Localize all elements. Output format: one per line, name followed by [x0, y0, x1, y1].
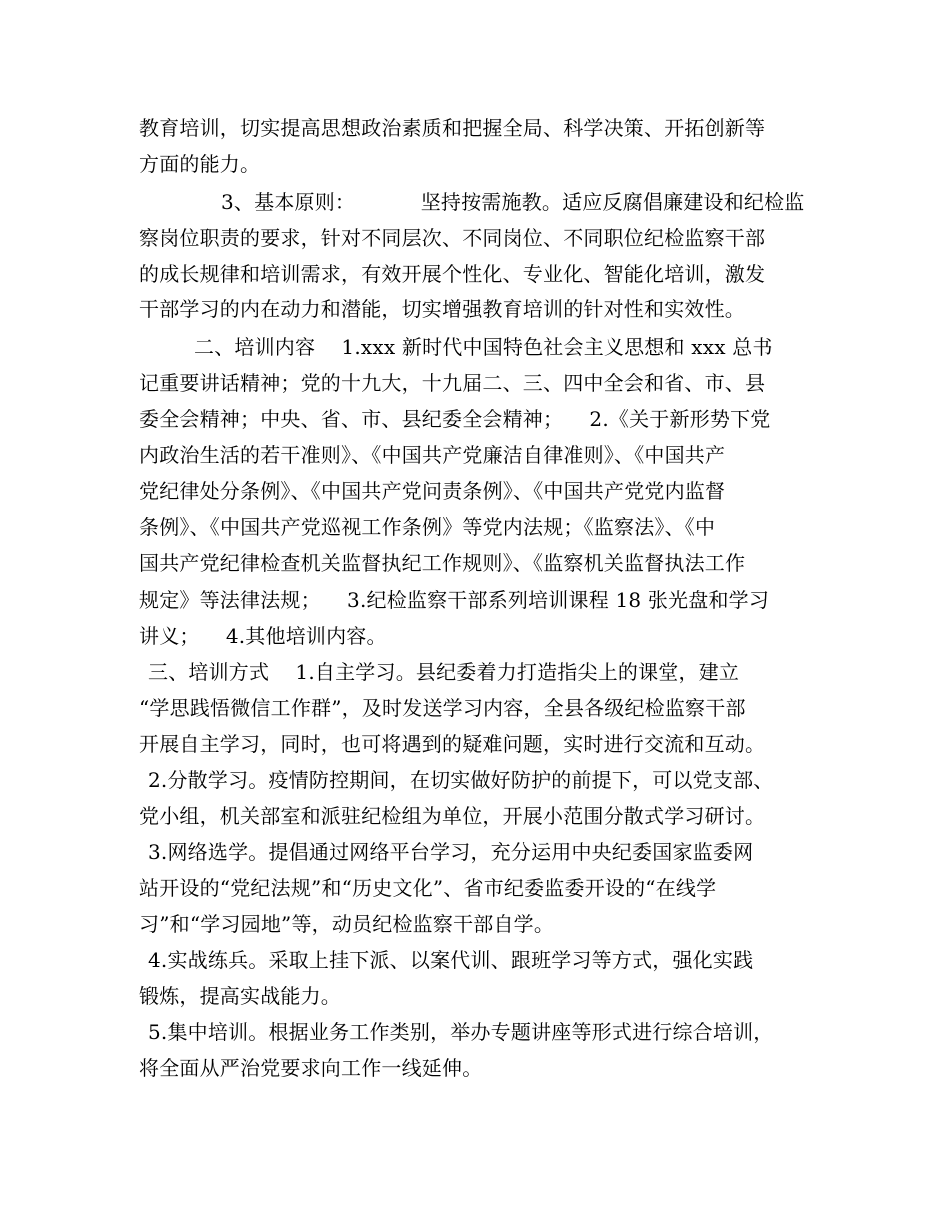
text-line: 方面的能力。 [139, 152, 261, 176]
text-line: “学思践悟微信工作群”，及时发送学习内容，全县各级纪检监察干部 [139, 696, 746, 720]
text-line: 4.实战练兵。采取上挂下派、以案代训、跟班学习等方式，强化实践 [148, 948, 754, 972]
text-line: 内政治生活的若干准则》、《中国共产党廉洁自律准则》、《中国共产 [139, 443, 726, 467]
text-line: 委全会精神；中央、省、市、县纪委全会精神； 2.《关于新形势下党 [139, 407, 771, 431]
text-line: 二、培训内容 1.xxx 新时代中国特色社会主义思想和 xxx 总书 [194, 335, 773, 359]
text-line: 2.分散学习。疫情防控期间，在切实做好防护的前提下，可以党支部、 [148, 768, 774, 792]
text-line: 的成长规律和培训需求，有效开展个性化、专业化、智能化培训，激发 [139, 262, 766, 286]
text-line: 察岗位职责的要求，针对不同层次、不同岗位、不同职位纪检监察干部 [139, 226, 766, 250]
text-line: 条例》、《中国共产党巡视工作条例》等党内法规；《监察法》、《中 [139, 515, 716, 539]
text-line: 开展自主学习，同时，也可将遇到的疑难问题，实时进行交流和互动。 [139, 732, 766, 756]
text-line: 习”和“学习园地”等，动员纪检监察干部自学。 [139, 912, 555, 936]
text-line: 记重要讲话精神；党的十九大，十九届二、三、四中全会和省、市、县 [139, 371, 766, 395]
text-line: 5.集中培训。根据业务工作类别，举办专题讲座等形式进行综合培训， [148, 1020, 774, 1044]
text-line: 锻炼，提高实战能力。 [139, 984, 341, 1008]
text-line: 3、基本原则： 坚持按需施教。适应反腐倡廉建设和纪检监 [221, 190, 805, 214]
text-line: 教育培训，切实提高思想政治素质和把握全局、科学决策、开拓创新等 [139, 116, 766, 140]
text-line: 党纪律处分条例》、《中国共产党问责条例》、《中国共产党党内监督 [139, 479, 726, 503]
text-line: 将全面从严治党要求向工作一线延伸。 [139, 1056, 483, 1080]
text-line: 三、培训方式 1.自主学习。县纪委着力打造指尖上的课堂，建立 [148, 660, 740, 684]
text-line: 3.网络选学。提倡通过网络平台学习，充分运用中央纪委国家监委网 [148, 840, 754, 864]
text-line: 干部学习的内在动力和潜能，切实增强教育培训的针对性和实效性。 [139, 297, 745, 321]
text-line: 讲义； 4.其他培训内容。 [139, 624, 387, 648]
text-line: 国共产党纪律检查机关监督执纪工作规则》、《监察机关监督执法工作 [139, 551, 746, 575]
text-line: 规定》等法律法规； 3.纪检监察干部系列培训课程 18 张光盘和学习 [139, 588, 770, 612]
text-line: 党小组，机关部室和派驻纪检组为单位，开展小范围分散式学习研讨。 [139, 804, 766, 828]
text-line: 站开设的“党纪法规”和“历史文化”、省市纪委监委开设的“在线学 [139, 876, 717, 900]
